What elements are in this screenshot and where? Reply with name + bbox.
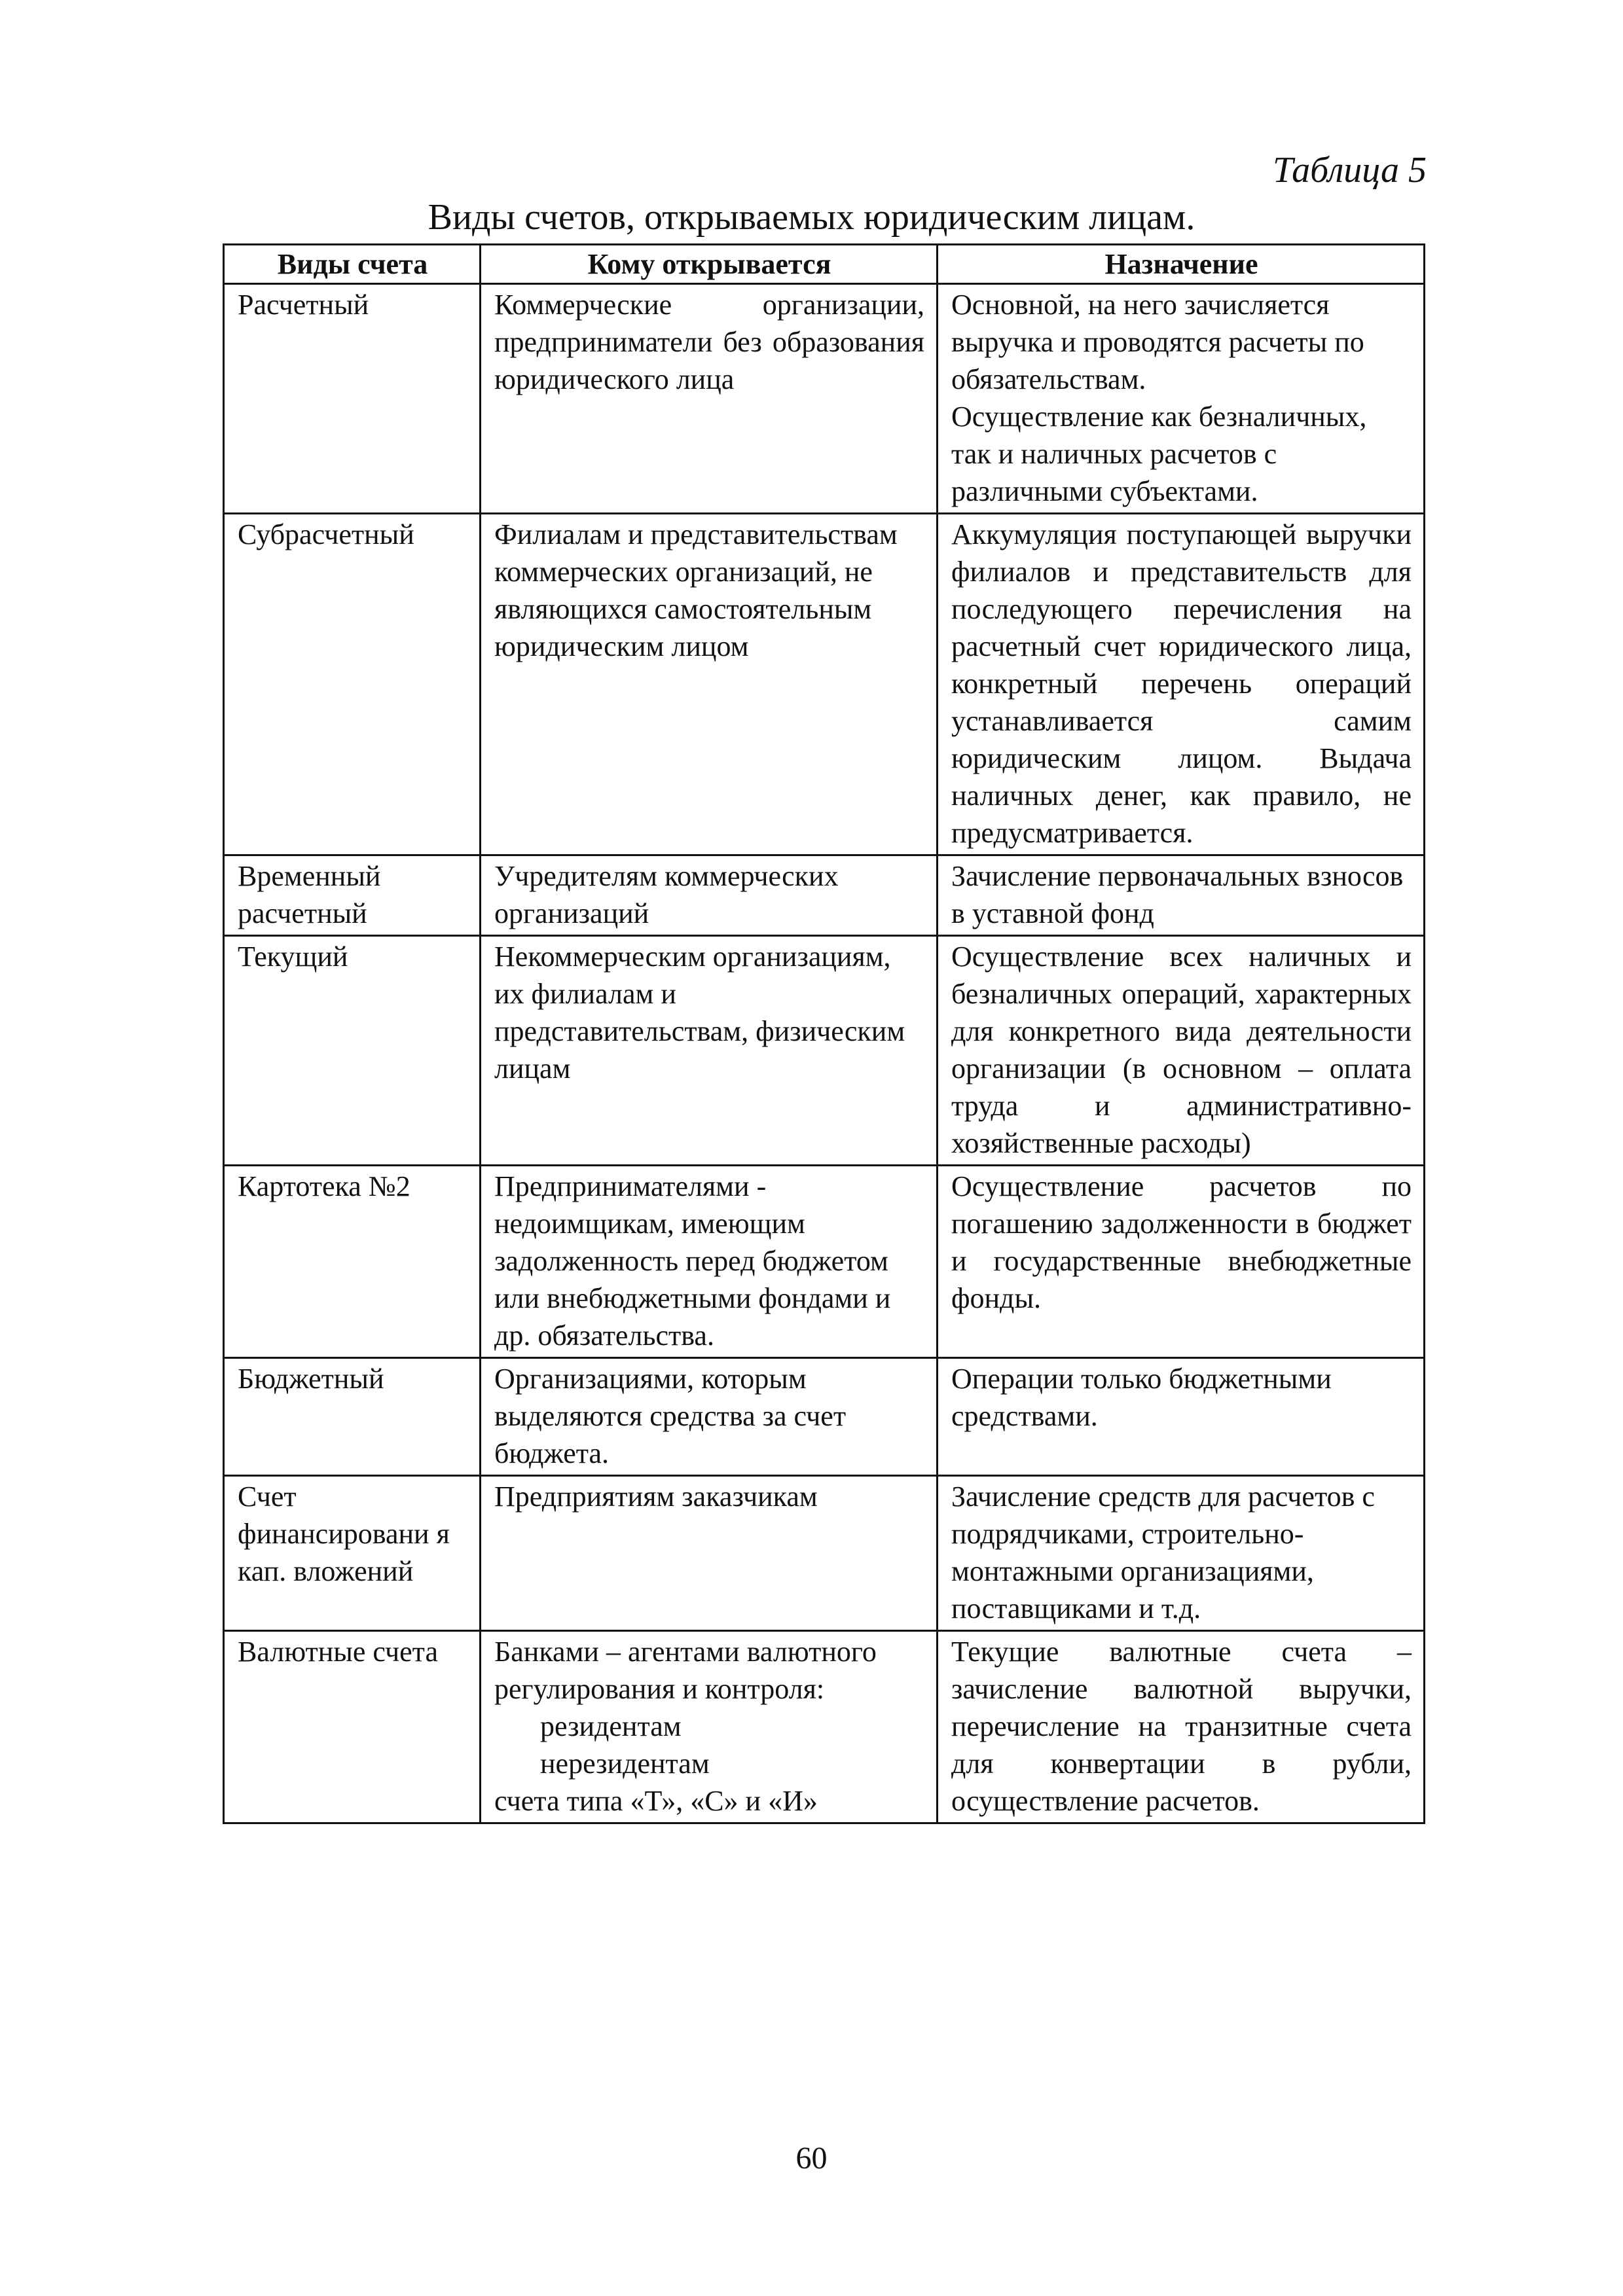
table-row [224, 855, 1425, 936]
cell-type: Бюджетный [224, 1358, 481, 1476]
who-item-nonresidents: нерезидентам [540, 1748, 710, 1780]
cell-type: Валютные счета [224, 1631, 481, 1823]
cell-who: Коммерческие организации, предприниматели без образования юридического лица [481, 284, 938, 514]
column-header-purpose: Назначение [938, 245, 1425, 284]
table-label: Таблица 5 [1273, 150, 1427, 190]
cell-type: Текущий [224, 936, 481, 1166]
table-row [224, 1631, 1425, 1823]
cell-purpose: Осуществление расчетов по погашению задолженности в бюджет и государственные внебюджетные фонды. [938, 1166, 1425, 1358]
cell-type: Счет финансировани я кап. вложений [224, 1476, 481, 1631]
cell-who: Предприятиям заказчикам [481, 1476, 938, 1631]
cell-purpose: Осуществление всех наличных и безналичных операций, характерных для конкретного вида деятельности организации (в основном – оплата труда и административно-хозяйственные расходы) [938, 936, 1425, 1166]
cell-who: Некоммерческим организациям, их филиалам и представительствам, физическим лицам [481, 936, 938, 1166]
accounts-table [223, 243, 1425, 1824]
cell-purpose: Текущие валютные счета – зачисление валютной выручки, перечисление на транзитные счета для конвертации в рубли, осуществление расчетов. [938, 1631, 1425, 1823]
who-text: Банками – агентами валютного регулирования и контроля: [494, 1636, 877, 1705]
cell-purpose: Аккумуляция поступающей выручки филиалов и представительств для последующего перечисления на расчетный счет юридического лица, конкретный перечень операций устанавливается самим юридическим лицом. Выдача наличных денег, как правило, не предусматривается. [938, 514, 1425, 855]
table-row [224, 284, 1425, 514]
table-row [224, 936, 1425, 1166]
table-title: Виды счетов, открываемых юридическим лицам. [428, 197, 1195, 238]
column-header-type: Виды счета [224, 245, 481, 284]
cell-purpose [938, 284, 1425, 514]
cell-who: Организациями, которым выделяются средства за счет бюджета. [481, 1358, 938, 1476]
purpose-line: Осуществление как безналичных, так и наличных расчетов с различными субъектами. [951, 401, 1367, 507]
who-note: счета типа «Т», «С» и «И» [494, 1785, 818, 1817]
cell-who: Предпринимателями - недоимщикам, имеющим задолженность перед бюджетом или внебюджетными фондами и др. обязательства. [481, 1166, 938, 1358]
table-row [224, 1166, 1425, 1358]
cell-purpose: Операции только бюджетными средствами. [938, 1358, 1425, 1476]
cell-purpose: Зачисление первоначальных взносов в уставной фонд [938, 855, 1425, 936]
table-row [224, 514, 1425, 855]
table-row [224, 1358, 1425, 1476]
column-header-who: Кому открывается [481, 245, 938, 284]
who-item-residents: резидентам [540, 1710, 682, 1742]
page-number: 60 [795, 2141, 828, 2176]
cell-type: Субрасчетный [224, 514, 481, 855]
cell-type: Картотека №2 [224, 1166, 481, 1358]
purpose-line: Основной, на него зачисляется выручка и проводятся расчеты по обязательствам. [951, 289, 1364, 395]
table-header-row [224, 245, 1425, 284]
cell-purpose: Зачисление средств для расчетов с подрядчиками, строительно-монтажными организациями, поставщиками и т.д. [938, 1476, 1425, 1631]
table-row [224, 1476, 1425, 1631]
cell-type: Расчетный [224, 284, 481, 514]
cell-type: Временный расчетный [224, 855, 481, 936]
cell-who [481, 1631, 938, 1823]
cell-who: Учредителям коммерческих организаций [481, 855, 938, 936]
cell-who: Филиалам и представительствам коммерческих организаций, не являющихся самостоятельным юридическим лицом [481, 514, 938, 855]
